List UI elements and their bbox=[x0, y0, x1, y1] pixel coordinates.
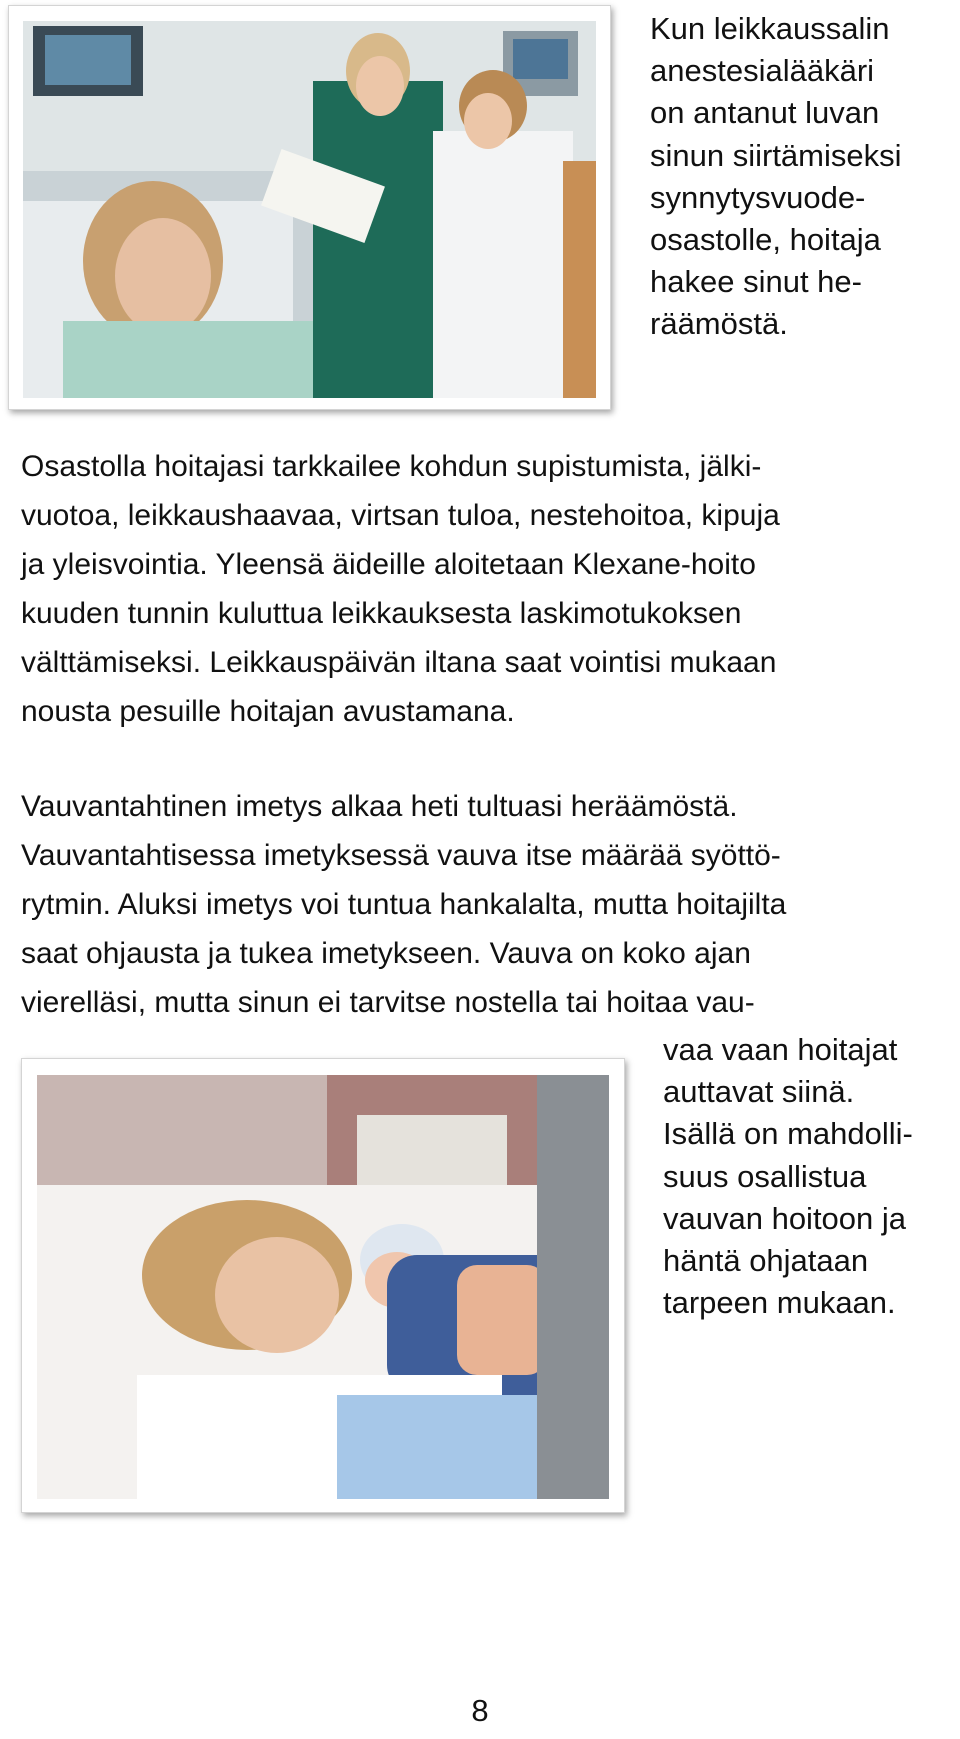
caption-bottom-line: auttavat siinä. bbox=[663, 1074, 855, 1110]
caption-top-line: Kun leikkaussalin bbox=[650, 11, 890, 46]
caption-top-line: on antanut luvan bbox=[650, 95, 880, 131]
caption-bottom-line: häntä ohjataan bbox=[663, 1243, 869, 1279]
paragraph-line: välttämiseksi. Leikkauspäivän iltana saat vointisi mukaan bbox=[21, 646, 777, 679]
paragraph-line: nousta pesuille hoitajan avustamana. bbox=[21, 695, 515, 728]
paragraph-line: rytmin. Aluksi imetys voi tuntua hankalalta, mutta hoitajilta bbox=[21, 888, 787, 921]
caption-top-line: hakee sinut he- bbox=[650, 264, 862, 300]
caption-bottom-line: suus osallistua bbox=[663, 1158, 867, 1194]
photo-mother-with-newborn bbox=[37, 1075, 609, 1499]
paragraph-line: ja yleisvointia. Yleensä äideille aloitetaan Klexane-hoito bbox=[21, 548, 756, 581]
caption-top-line: synnytysvuode- bbox=[650, 179, 866, 215]
paragraph-line: Vauvantahtisessa imetyksessä vauva itse määrää syöttö- bbox=[21, 839, 781, 872]
page-number: 8 bbox=[471, 1693, 489, 1728]
paragraph-ward-care bbox=[21, 442, 780, 736]
photo-frame-bottom bbox=[21, 1058, 625, 1513]
caption-top-line: anestesialääkäri bbox=[650, 53, 875, 89]
photo-frame-top bbox=[8, 5, 611, 410]
paragraph-line: saat ohjausta ja tukea imetykseen. Vauva on koko ajan bbox=[21, 937, 751, 970]
caption-bottom-line: vaa vaan hoitajat bbox=[663, 1032, 898, 1067]
caption-bottom-line: Isällä on mahdolli- bbox=[663, 1116, 913, 1152]
paragraph-line: kuuden tunnin kuluttua leikkauksesta laskimotukoksen bbox=[21, 597, 742, 630]
caption-bottom-line: vauvan hoitoon ja bbox=[663, 1200, 907, 1236]
caption-top-line: osastolle, hoitaja bbox=[650, 222, 881, 258]
caption-top-line: sinun siirtämiseksi bbox=[650, 137, 902, 173]
paragraph-line: Osastolla hoitajasi tarkkailee kohdun supistumista, jälki- bbox=[21, 450, 762, 483]
caption-top bbox=[650, 8, 902, 346]
caption-bottom-line: tarpeen mukaan. bbox=[663, 1285, 896, 1321]
caption-top-line: räämöstä. bbox=[650, 306, 788, 342]
photo-nurses-at-bedside bbox=[23, 21, 596, 398]
paragraph-line: vuotoa, leikkaushaavaa, virtsan tuloa, nestehoitoa, kipuja bbox=[21, 499, 780, 532]
paragraph-line: Vauvantahtinen imetys alkaa heti tultuasi heräämöstä. bbox=[21, 790, 738, 823]
paragraph-breastfeeding bbox=[21, 782, 786, 1027]
caption-bottom bbox=[663, 1029, 913, 1324]
paragraph-line: vierelläsi, mutta sinun ei tarvitse nostella tai hoitaa vau- bbox=[21, 986, 755, 1019]
